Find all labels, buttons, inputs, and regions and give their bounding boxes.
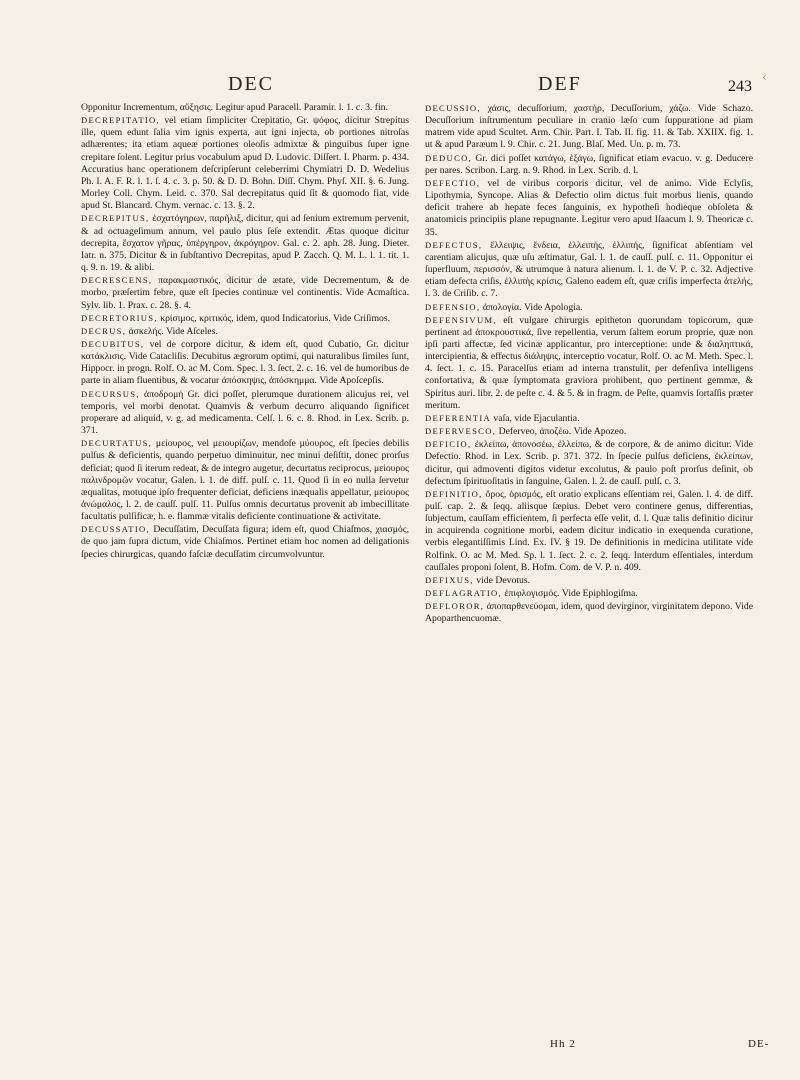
right-column xyxy=(425,102,753,626)
entry-headword: DEFICIO, xyxy=(425,439,472,450)
entry-headword: DECRESCENS, xyxy=(81,275,153,286)
entry-text: ἐκλείπω, ἀπονοσέω, ἐλλείπω, & de corpore, & de animo dicitur. Vide Defectio. Rhod. in Lex. Scrib. p. 371. 372. In ſpecie pulſus deficiens, ἐκλείπων, dicitur, qui admoventi digitos videtur excolutus, & paulo poſt prorſus deſinit, ob defectum ſpirituoſitatis in ſanguine, Galen. l. 2. de cauſſ. pulſ. c. 3. xyxy=(425,439,753,487)
corner-mark: ‹ xyxy=(762,70,767,84)
entry-headword: DECUSSATIO, xyxy=(81,524,150,535)
entry-text: Deferveo, ἀποζέω. Vide Apozeo. xyxy=(496,426,627,438)
dictionary-entry xyxy=(425,425,753,438)
dictionary-entry xyxy=(425,301,753,314)
dictionary-entry xyxy=(425,102,753,152)
entry-text: vide Devotus. xyxy=(473,574,531,586)
entry-text: Opponitur Incrementum, αὔξησις. Legitur apud Paracell. Paramir. l. 1. c. 3. fin. xyxy=(81,102,388,113)
entry-headword: DEFECTIO, xyxy=(425,177,481,188)
dictionary-entry xyxy=(425,438,753,488)
entry-headword: DEFENSIO, xyxy=(425,301,481,312)
entry-text: vel de corpore dicitur, & idem eſt, quod Cubatio, Gr. dicitur κατάκλισις. Vide Catacliſis. Decubitus ægrorum optimi, qui naturalibus ſimiles ſunt, Hippocr. in progn. Rolf. O. ac M. Com. Spec. l. 3. ſect. 2. c. 16. vel de humoribus de parte in aliam fluentibus, & vocatur ἀπόσκηψις, ἀπόσκημμα. Vide Apoſcepſis. xyxy=(81,338,409,387)
entry-headword: DEFINITIO, xyxy=(425,488,483,499)
entry-text: ἔλλειψις, ἔνδεια, ἐλλειπής, ἐλλιπής, ſignificat abſentiam vel carentiam alicujus, quæ uſu æſtimatur, Gal. l. 1. de cauſſ. pulſ. c. 11. Opponitur ei ſuperfluum, περισσόν, & utrumque à natura alienum. l. 1. de V. P. c. 32. Adjective etiam defecta criſis, ἐλλιπὴς κρίσις, Galeno eadem eſt, quæ criſis imperfecta ἀτελής, l. 3. de Criſib. c. 7. xyxy=(425,239,753,300)
entry-headword: DECREPITUS, xyxy=(81,213,150,224)
dictionary-entry xyxy=(81,212,409,274)
dictionary-entry xyxy=(81,102,409,114)
entry-headword: DEFLAGRATIO, xyxy=(425,588,502,599)
entry-headword: DECRUS, xyxy=(81,325,127,336)
entry-headword: DECRETORIUS, xyxy=(81,312,158,323)
dictionary-entry xyxy=(425,488,753,574)
entry-headword: DECREPITATIO, xyxy=(81,115,160,126)
dictionary-entry xyxy=(81,388,409,438)
dictionary-entry xyxy=(425,600,753,625)
dictionary-entry xyxy=(81,114,409,212)
entry-headword: DEFECTUS, xyxy=(425,239,483,250)
dictionary-entry xyxy=(425,239,753,301)
entry-headword: DECUSSIO, xyxy=(425,103,481,113)
page-number: 243 xyxy=(728,78,752,95)
entry-text: ἀποπαρθενεύομαι, idem, quod devirginor, virginitatem depono. Vide Apoparthencuomæ. xyxy=(425,601,753,625)
entry-headword: DEFERVESCO, xyxy=(425,426,497,437)
entry-text: ἐπιφλογισμός. Vide Epiphlogiſma. xyxy=(501,588,638,600)
entry-text: ἀπολογία. Vide Apologia. xyxy=(480,301,583,313)
entry-text: ἐσχατόγηρων, παρῆλιξ, dicitur, qui ad ſenium extremum pervenit, & ad octuageſimum annum, vel paulo plus ſeſe extendit. Ætas quoque dicitur decrepita, ἔσχατον γῆρας, ὑπέργηρον, ἀκρόγηρον. Gal. c. 2. aph. 28. Jung. Dieter. Iatr. n. 375. Dicitur & in ſubſtantivo Decrepitas, apud P. Zacch. Q. M. L. l. 1. tit. 1. q. 9. n. 19. & alibi. xyxy=(81,213,409,274)
entry-text: vel de viribus corporis dicitur, vel de animo. Vide Eclyſis, Lipothymia, Syncope. Alias & Defectio olim dictus fuit morbus lienis, quando deficit trahere ab hepate feces ſanguinis, ex hypotheſi hodieque obſoleta & anatomicis principiis plane repugnante. Legitur vero apud Iſaacum l. 9. Theoricæ c. 35. xyxy=(425,177,753,238)
dictionary-entry xyxy=(81,274,409,311)
entry-headword: DECUBITUS, xyxy=(81,338,145,349)
dictionary-entry xyxy=(81,338,409,388)
catchword: DE- xyxy=(748,1038,770,1050)
entry-text: Decuſſatim, Decuſſata figura; idem eſt, quod Chiaſmos, χιασμός, de quo jam ſupra dictum, vide Chiaſmos. Pertinet etiam hoc nomen ad deligationis ſpecies chirurgicas, quando faſciæ decuſſatim circumvolvuntur. xyxy=(81,524,409,560)
entry-text: vel etiam ſimpliciter Crepitatio, Gr. ψόφος, dicitur Strepitus ille, quem edunt ſalia vim ignis experta, aut igni injecta, ob portiones nitroſas adhærentes; ita etiam aqueæ portiones oleoſis admixtæ & pinguibus ſuper igne crepitare ſolent. Legitur prius vocabulum apud D. Ludovic. Diſſert. I. Pharm. p. 434. Accuratius hanc operationem deſcripſerunt celeberrimi Chymiatri D. D. Wedelius Ph. I. A. F. R. l. 1. ſ. 4. c. 3. p. 50. & D. D. Bohn. Diſſ. Chym. Phyſ. XII. §. 6. Jung. Morley Coll. Chym. Leid. c. 370. Sal decrepitatus quid ſit & quomodo fiat, vide apud St. Blancard. Chym. vernac. c. 13. §. 2. xyxy=(81,115,409,212)
running-header-left: DEC xyxy=(228,73,274,95)
entry-headword: DEFERENTIA xyxy=(425,412,491,423)
dictionary-entry xyxy=(425,314,753,412)
dictionary-entry xyxy=(81,312,409,325)
dictionary-entry xyxy=(425,587,753,600)
dictionary-entry xyxy=(425,177,753,239)
entry-text: ἀσκελής. Vide Aſceles. xyxy=(126,325,218,337)
entry-text: χάσις, decuſſorium, χαστήρ, Decuſſorium, χάζω. Vide Schazo. Decuſſorium inſtrumentum peculiare in cranio læſo cum ſuppuratione ad piam matrem vide apud Scultet. Arm. Chir. Part. I. Tab. II. fig. 11. & Tab. XXIIX. fig. 1. ut & apud Paræum l. 9. Chir. c. 21. Jung. Blaſ. Med. Un. p. m. 73. xyxy=(425,103,753,151)
entry-text: μείουρος, vel μειουρίζων, mendoſe μύουρος, eſt ſpecies debilis pulſus & deficientis, quando perpetuo diminuitur, nec minui deſiſtit, donec prorſus deficiat; quod ſi iterum redeat, & de integro augetur, decurtatus reciprocus, μείουρος παλινδρομῶν vocatur, Galen. l. 1. de diff. pulſ. c. 11. Quod ſi in eo nulla ſervetur æqualitas, motuque ipſo frequenter deficiat, deficiens inæqualis appellatur, μείουρος ἀνώμαλος, l. 2. de cauſſ. pulſ. 11. Pulſus omnis decurtatus provenit ab imbecillitate facultatis pulſificæ, h. e. flammæ vitalis deficiente continuatione & activitate. xyxy=(81,438,409,523)
entry-text: eſt vulgare chirurgis epitheton quorundam topicorum, quæ pertinent ad ἀποκρουστικά, ſive repellentia, verum ſaltem eorum proprie, quæ non ipſi parti affectæ, ſed vicinæ applicantur, pro interceptione: unde & διαληπτικά, intercipientia, & effectus διάληψις, interceptio vocatur, Rolf. O. ac M. Meth. Spec. l. 4. ſect. 1. c. 15. Paracelſus etiam ad interna transtulit, per defenſiva intelligens confortativa, & quæ ſymptomata graviora prohibent, quo pertinent gemmæ, & Spiritus auri. libr. 2. de peſte c. 4. & 5. & in fragm. de Peſte, quamvis ſortaſſis præter meritum. xyxy=(425,314,753,411)
entry-headword: DEFLOROR, xyxy=(425,601,485,612)
entry-headword: DECURSUS, xyxy=(81,388,140,399)
dictionary-entry xyxy=(425,412,753,425)
dictionary-entry xyxy=(81,325,409,338)
signature-mark: Hh 2 xyxy=(550,1038,576,1050)
dictionary-entry xyxy=(81,523,409,560)
entry-text: ὅρος, ὁρισμός, eſt oratio explicans eſſentiam rei, Galen. l. 4. de diff. pulſ. cap. 2. & ſeqq. aliisque ſæpius. Debet vero continere genus, differentias, ſubjectum, cauſſam efficientem, ſi perfecta eſſe velit, d. l. Quæ talis definitio dicitur in acquirenda cognitione morbi, eadem dicitur indicatio in exequenda curatione, verbis elegantiſſimis Lind. Ex. IV. § 19. De definitionis in medicina utilitate vide Rolfink. O. ac M. Med. Sp. l. 1. ſect. 2. c. 2. ſeqq. Interdum eſſentiales, interdum cauſſales proponi ſolent, B. Hofm. Com. de V. P. n. 409. xyxy=(425,488,753,573)
left-column xyxy=(81,102,409,561)
running-header-right: DEF xyxy=(538,73,582,95)
entry-headword: DEDUCO, xyxy=(425,152,473,163)
entry-headword: DECURTATUS, xyxy=(81,438,153,449)
dictionary-entry xyxy=(81,437,409,523)
entry-text: παρακμαστικός, dicitur de ætate, vide Decrementum, & de morbo, præſertim febre, quæ eſt ſpecies continuæ vel continentis. Vide Acmaſtica. Sylv. lib. 1. Prax. c. 28. §. 4. xyxy=(81,275,409,311)
entry-headword: DEFIXUS, xyxy=(425,574,474,585)
dictionary-entry xyxy=(425,574,753,587)
entry-text: ἀποδρομή Gr. dici poſſet, plerumque durationem alicujus rei, vel temporis, vel morbi denotat. Quamvis & verbum decurro aliquando ſignificet properare ad aliquid, v. g. ad medicamenta. Celſ. l. 6. c. 8. Rhod. in Lex. Scrib. p. 371. xyxy=(81,388,409,437)
entry-headword: DEFENSIVUM, xyxy=(425,314,497,325)
entry-text: Gr. dici poſſet κατάγω, ἐξάγω, ſignificat etiam evacuo. v. g. Deducere per nares. Scribon. Larg. n. 9. Rhod. in Lex. Scrib. d. l. xyxy=(425,152,753,176)
dictionary-entry xyxy=(425,152,753,177)
entry-text: vaſa, vide Ejaculantia. xyxy=(491,412,580,424)
entry-text: κρίσιμος, κριτικός, idem, quod Indicatorius. Vide Criſimos. xyxy=(157,312,391,324)
